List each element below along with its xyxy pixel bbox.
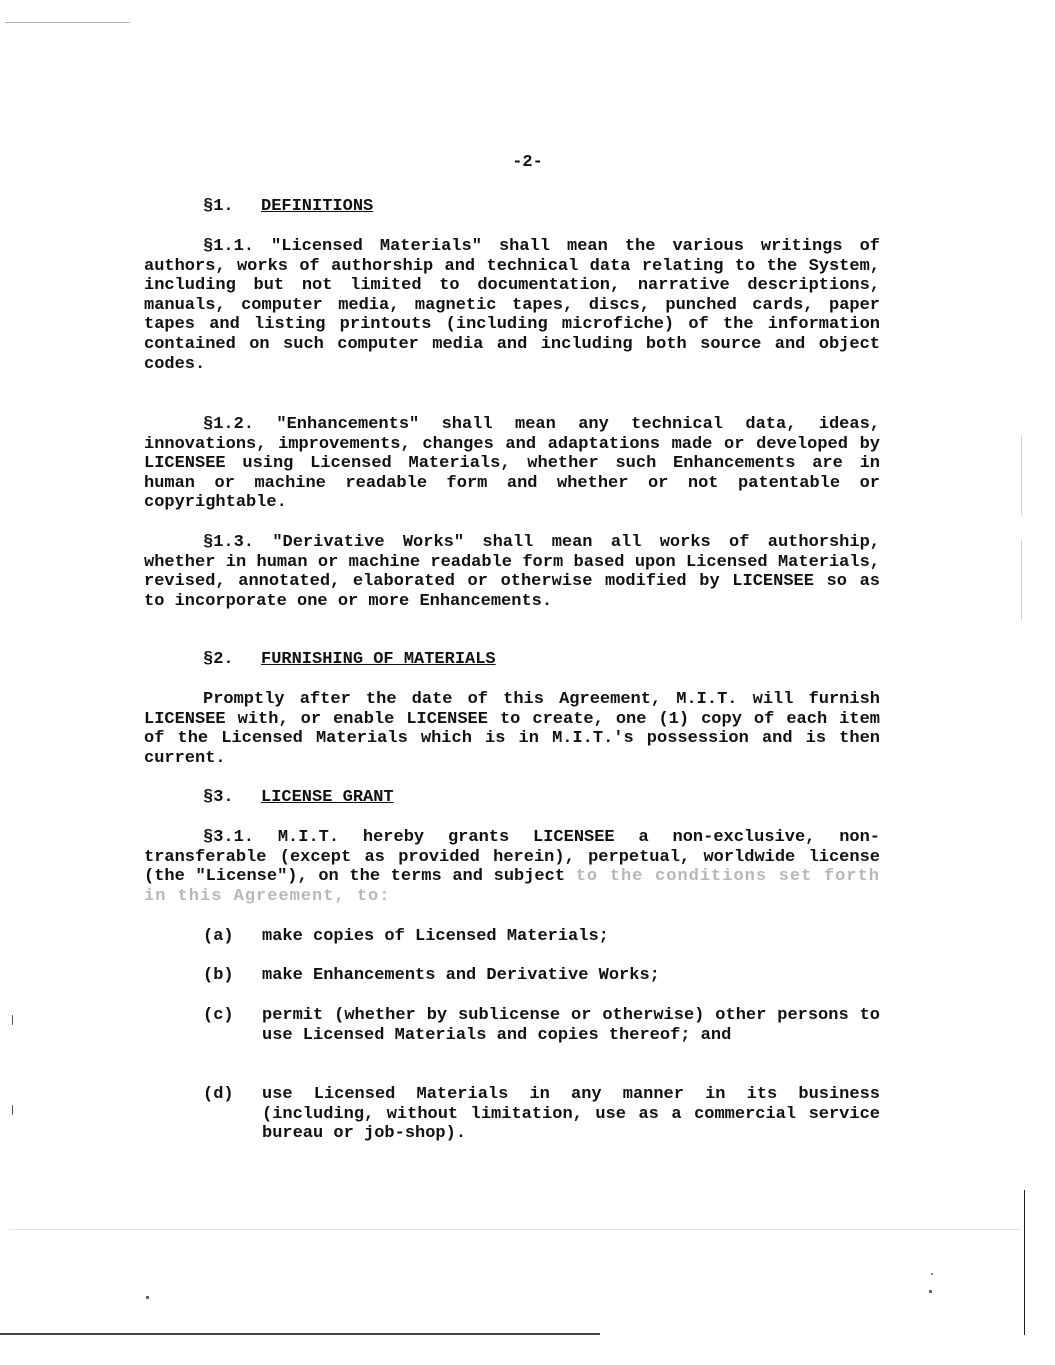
paragraph-1-3: §1.3. "Derivative Works" shall mean all works of authorship, whether in human or machine readable form based upon Licensed Materials, revised, annotated, elaborated or otherwise modified by LICENSEE so as to incorporate one or more Enhancements. — [144, 533, 880, 611]
scan-speck — [146, 1296, 149, 1299]
scan-speck — [929, 1290, 932, 1293]
list-item-label: (a) — [203, 927, 234, 946]
paragraph-3-1: §3.1. M.I.T. hereby grants LICENSEE a non-exclusive, non-transferable (except as provided herein), perpetual, worldwide license (the "License"), on the terms and subject to the conditions set forth in this Agreement, to: — [144, 828, 880, 906]
section-number: §3. — [203, 788, 234, 807]
section-title: FURNISHING OF MATERIALS — [261, 650, 496, 669]
scan-speck — [12, 1015, 13, 1025]
scan-divider-line — [10, 1229, 1020, 1230]
paragraph-1-2: §1.2. "Enhancements" shall mean any technical data, ideas, innovations, improvements, changes and adaptations made or developed by LICENSEE using Licensed Materials, whether such Enhancements are in human or machine readable form and whether or not patentable or copyrightable. — [144, 415, 880, 513]
list-item-text: make Enhancements and Derivative Works; — [262, 966, 660, 985]
list-item — [203, 927, 880, 947]
list-item-text: permit (whether by sublicense or otherwise) other persons to use Licensed Materials and copies thereof; and — [262, 1006, 880, 1045]
paragraph-2: Promptly after the date of this Agreement, M.I.T. will furnish LICENSEE with, or enable LICENSEE to create, one (1) copy of each item of the Licensed Materials which is in M.I.T.'s possession and is then current. — [144, 690, 880, 768]
section-heading-license-grant — [203, 788, 394, 808]
section-number: §1. — [203, 197, 234, 216]
list-item — [203, 966, 880, 986]
page-number: -2- — [512, 153, 543, 172]
scan-edge-top — [5, 22, 130, 23]
section-title: DEFINITIONS — [261, 197, 374, 216]
section-number: §2. — [203, 650, 234, 669]
list-item — [203, 1085, 880, 1144]
scan-speck — [931, 1273, 933, 1275]
scan-edge-bottom — [0, 1333, 600, 1335]
list-item-label: (d) — [203, 1085, 234, 1104]
list-item-label: (b) — [203, 966, 234, 985]
faded-line: to the conditions set forth in this Agreement, to: — [144, 867, 880, 906]
scan-edge-right — [1024, 1190, 1025, 1335]
list-item-label: (c) — [203, 1006, 234, 1025]
paragraph-1-1: §1.1. "Licensed Materials" shall mean the various writings of authors, works of authorship and technical data relating to the System, including but not limited to documentation, narrative descriptions, manuals, computer media, magnetic tapes, discs, punched cards, paper tapes and listing printouts (including microfiche) of the information contained on such computer media and including both source and object codes. — [144, 237, 880, 374]
scan-edge-right-faint — [1021, 435, 1022, 515]
scan-speck — [12, 1105, 13, 1115]
scan-edge-right-faint-2 — [1021, 540, 1022, 620]
list-item — [203, 1006, 880, 1045]
list-item-text: use Licensed Materials in any manner in its business (including, without limitation, use as a commercial service bureau or job-shop). — [262, 1085, 880, 1144]
section-heading-furnishing — [203, 650, 496, 670]
section-title: LICENSE GRANT — [261, 788, 394, 807]
section-heading-definitions — [203, 197, 373, 217]
list-item-text: make copies of Licensed Materials; — [262, 927, 609, 946]
